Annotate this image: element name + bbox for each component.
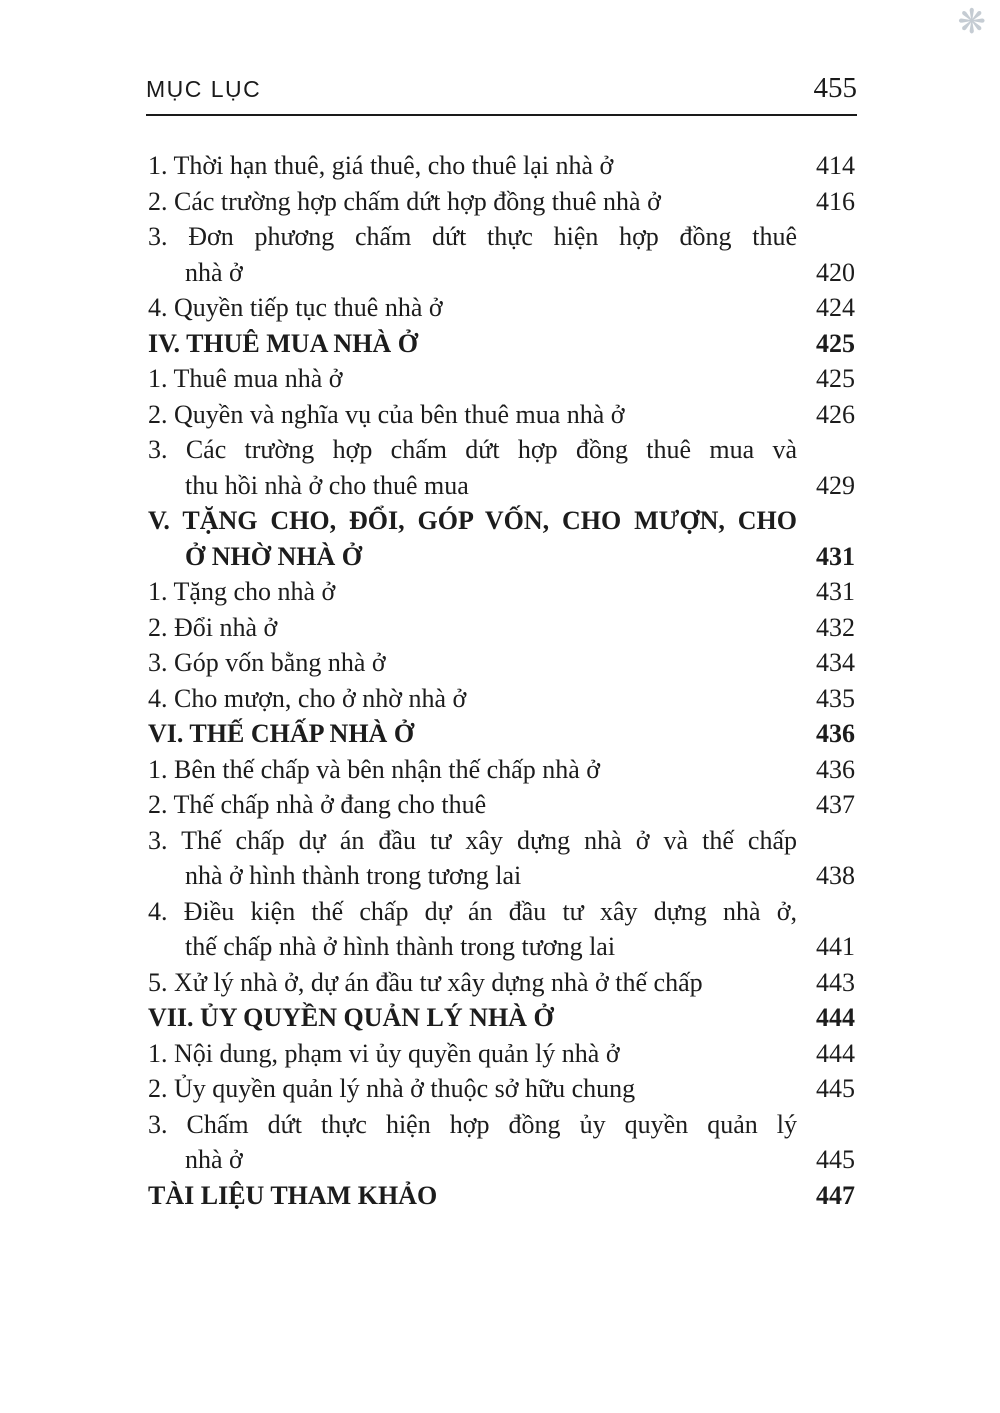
- toc-entry-text: thế chấp nhà ở hình thành trong tương lai: [185, 932, 616, 961]
- toc-entry-line: [148, 752, 855, 788]
- toc-entry-page-number: 445: [816, 1145, 855, 1174]
- toc-entry-line: [148, 787, 855, 823]
- toc-entry: [148, 184, 855, 220]
- toc-entry-text: 1. Thời hạn thuê, giá thuê, cho thuê lại nhà ở: [148, 151, 614, 180]
- toc-entry-text: nhà ở: [185, 257, 243, 287]
- toc-entry-page-number: 445: [816, 1074, 855, 1103]
- toc-entry-page-number: 416: [816, 186, 855, 216]
- toc-entry-page-number: 437: [816, 790, 855, 819]
- toc-entry: [148, 1036, 855, 1072]
- toc-entry-line: [148, 574, 855, 610]
- toc-entry-page-number: 447: [816, 1180, 855, 1210]
- toc-entry: [148, 681, 855, 717]
- toc-entry-line: [148, 965, 855, 1001]
- toc-section-heading: [148, 1178, 855, 1214]
- toc-entry-line: [148, 1000, 855, 1036]
- toc-entry-line: [148, 539, 855, 575]
- toc-entry: [148, 397, 855, 433]
- toc-entry-page-number: 425: [816, 328, 855, 358]
- toc-entry-text: thu hồi nhà ở cho thuê mua: [185, 470, 469, 500]
- toc-entry-page-number: 436: [816, 754, 855, 784]
- toc-entry-page-number: 434: [816, 648, 855, 677]
- toc-entry-line: 3. Chấm dứt thực hiện hợp đồng ủy quyền quản lý: [148, 1109, 797, 1139]
- toc-entry: [148, 894, 855, 965]
- toc-entry-page-number: 436: [816, 719, 855, 748]
- toc-entry-line: [148, 326, 855, 362]
- toc-entry-line: [148, 681, 855, 717]
- toc-section-heading: [148, 716, 855, 752]
- toc-entry-line: [148, 1036, 855, 1072]
- toc-entry-page-number: 425: [816, 364, 855, 393]
- toc-entry: [148, 361, 855, 397]
- toc-entry-text: 2. Quyền và nghĩa vụ của bên thuê mua nhà ở: [148, 399, 625, 429]
- toc-entry: [148, 610, 855, 646]
- toc-entry-line: [148, 929, 855, 965]
- toc-entry-line: [148, 148, 855, 184]
- toc-entry: [148, 574, 855, 610]
- toc-entry-line: [148, 1071, 855, 1107]
- toc-entry-line: 3. Các trường hợp chấm dứt hợp đồng thuê mua và: [148, 435, 797, 464]
- toc-entry-line: [148, 610, 855, 646]
- toc-entry-page-number: 424: [816, 293, 855, 322]
- toc-entry-text: 1. Thuê mua nhà ở: [148, 364, 343, 393]
- toc-entry-line: 4. Điều kiện thế chấp dự án đầu tư xây dựng nhà ở,: [148, 896, 797, 926]
- toc-entry-page-number: 444: [816, 1038, 855, 1068]
- toc-entry: [148, 752, 855, 788]
- toc-entry-line: [148, 255, 855, 291]
- toc-entry: [148, 965, 855, 1001]
- page-header-page-number: 455: [813, 72, 857, 104]
- toc-entry-text: VI. THẾ CHẤP NHÀ Ở: [148, 719, 415, 748]
- toc-entry-text: 1. Tặng cho nhà ở: [148, 577, 336, 606]
- toc-entry-text: 3. Góp vốn bằng nhà ở: [148, 648, 386, 677]
- toc-entry-page-number: 429: [816, 470, 855, 500]
- toc-list: [148, 148, 855, 1213]
- toc-entry-text: 2. Đổi nhà ở: [148, 612, 278, 642]
- toc-entry-line: [148, 645, 855, 681]
- toc-entry-text: TÀI LIỆU THAM KHẢO: [148, 1180, 438, 1210]
- toc-entry-text: 2. Thế chấp nhà ở đang cho thuê: [148, 790, 487, 819]
- toc-entry-line: [148, 716, 855, 752]
- toc-entry-line: [148, 858, 855, 894]
- toc-entry: [148, 645, 855, 681]
- toc-entry-line: [148, 468, 855, 504]
- toc-entry-text: 2. Ủy quyền quản lý nhà ở thuộc sở hữu chung: [148, 1074, 636, 1103]
- toc-entry-page-number: 438: [816, 861, 855, 890]
- toc-entry-line: 3. Thế chấp dự án đầu tư xây dựng nhà ở và thế chấp: [148, 825, 797, 855]
- toc-entry-text: VII. ỦY QUYỀN QUẢN LÝ NHÀ Ở: [148, 1003, 554, 1032]
- toc-section-heading: [148, 1000, 855, 1036]
- toc-entry-page-number: 420: [816, 257, 855, 287]
- toc-entry-page-number: 426: [816, 399, 855, 429]
- toc-section-heading: [148, 326, 855, 362]
- toc-entry-text: Ở NHỜ NHÀ Ở: [185, 541, 362, 571]
- page-header-title: MỤC LỤC: [146, 76, 262, 102]
- toc-entry-text: IV. THUÊ MUA NHÀ Ở: [148, 328, 418, 358]
- toc-entry-page-number: 444: [816, 1003, 855, 1032]
- toc-entry-line: [148, 1142, 855, 1178]
- toc-entry-line: [148, 1178, 855, 1214]
- toc-entry-line: 3. Đơn phương chấm dứt thực hiện hợp đồng thuê: [148, 222, 797, 251]
- toc-entry: [148, 219, 855, 290]
- toc-entry-line: V. TẶNG CHO, ĐỔI, GÓP VỐN, CHO MƯỢN, CHO: [148, 506, 797, 535]
- toc-entry-page-number: 414: [816, 151, 855, 180]
- toc-entry: [148, 787, 855, 823]
- flower-decoration-icon: ❋: [957, 4, 986, 41]
- toc-entry-page-number: 441: [816, 932, 855, 961]
- toc-section-heading: [148, 503, 855, 574]
- toc-entry-text: 1. Nội dung, phạm vi ủy quyền quản lý nhà ở: [148, 1038, 620, 1068]
- toc-entry: [148, 1107, 855, 1178]
- toc-entry-text: nhà ở: [185, 1145, 243, 1174]
- toc-entry: [148, 290, 855, 326]
- toc-entry-page-number: 432: [816, 612, 855, 642]
- toc-entry: [148, 148, 855, 184]
- toc-entry-line: [148, 397, 855, 433]
- toc-entry-page-number: 435: [816, 683, 855, 713]
- toc-entry: [148, 1071, 855, 1107]
- toc-entry-page-number: 443: [816, 967, 855, 997]
- toc-entry-page-number: 431: [816, 577, 855, 606]
- toc-entry-page-number: 431: [816, 541, 855, 571]
- toc-entry-text: 2. Các trường hợp chấm dứt hợp đồng thuê nhà ở: [148, 186, 661, 216]
- toc-entry: [148, 823, 855, 894]
- toc-entry-line: [148, 361, 855, 397]
- toc-entry-text: 4. Cho mượn, cho ở nhờ nhà ở: [148, 683, 467, 713]
- toc-entry-line: [148, 184, 855, 220]
- toc-entry-text: 1. Bên thế chấp và bên nhận thế chấp nhà ở: [148, 754, 600, 784]
- page-header: [146, 72, 857, 116]
- toc-entry-line: [148, 290, 855, 326]
- toc-entry-text: nhà ở hình thành trong tương lai: [185, 861, 522, 890]
- toc-entry: [148, 432, 855, 503]
- toc-entry-text: 4. Quyền tiếp tục thuê nhà ở: [148, 293, 443, 322]
- toc-entry-text: 5. Xử lý nhà ở, dự án đầu tư xây dựng nhà ở thế chấp: [148, 967, 703, 997]
